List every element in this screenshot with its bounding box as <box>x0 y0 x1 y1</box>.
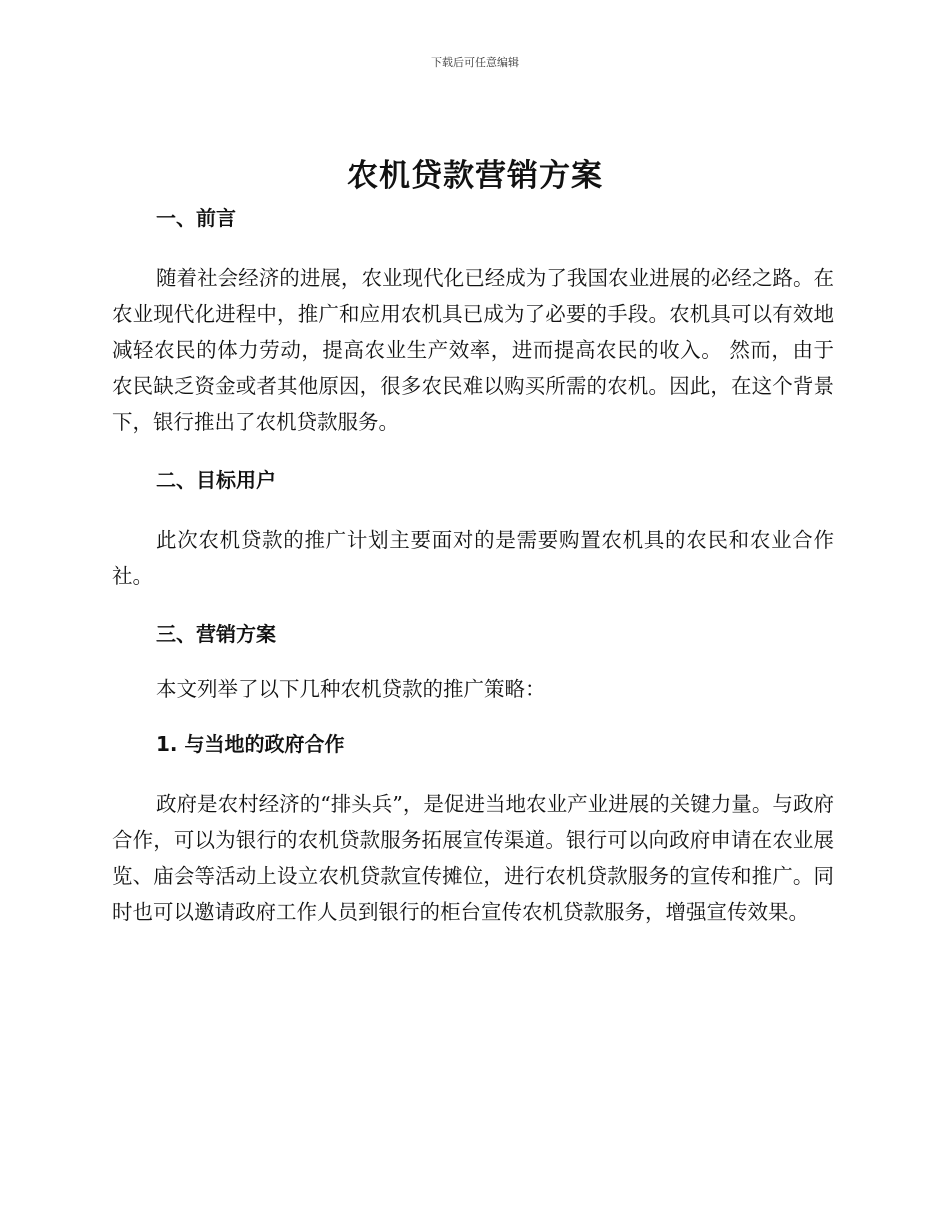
subsection-heading-government: 1. 与当地的政府合作 <box>156 732 345 756</box>
document-body <box>112 203 834 930</box>
document-title: 农机贷款营销方案 <box>347 158 603 194</box>
section-heading-marketing-plan: 三、营销方案 <box>156 622 276 646</box>
section-paragraph-marketing-plan: 本文列举了以下几种农机贷款的推广策略： <box>156 677 546 701</box>
section-heading-preface: 一、前言 <box>156 206 236 230</box>
subsection-paragraph-government: 政府是农村经济的“排头兵”，是促进当地农业产业进展的关键力量。与政府合作，可以为银行的农机贷款服务拓展宣传渠道。银行可以向政府申请在农业展览、庙会等活动上设立农机贷款宣传摊位，进行农机贷款服务的宣传和推广。同时也可以邀请政府工作人员到银行的柜台宣传农机贷款服务，增强宣传效果。 <box>112 792 834 924</box>
header-note: 下载后可任意编辑 <box>431 56 519 69</box>
section-paragraph-target-users: 此次农机贷款的推广计划主要面对的是需要购置农机具的农民和农业合作社。 <box>112 528 834 588</box>
section-heading-target-users: 二、目标用户 <box>156 468 276 492</box>
section-paragraph-preface: 随着社会经济的进展，农业现代化已经成为了我国农业进展的必经之路。在农业现代化进程中，推广和应用农机具已成为了必要的手段。农机具可以有效地减轻农民的体力劳动，提高农业生产效率，进而提高农民的收入。 然而，由于农民缺乏资金或者其他原因，很多农民难以购买所需的农机。因此，在这个背景下，银行推出了农机贷款服务。 <box>112 266 834 434</box>
